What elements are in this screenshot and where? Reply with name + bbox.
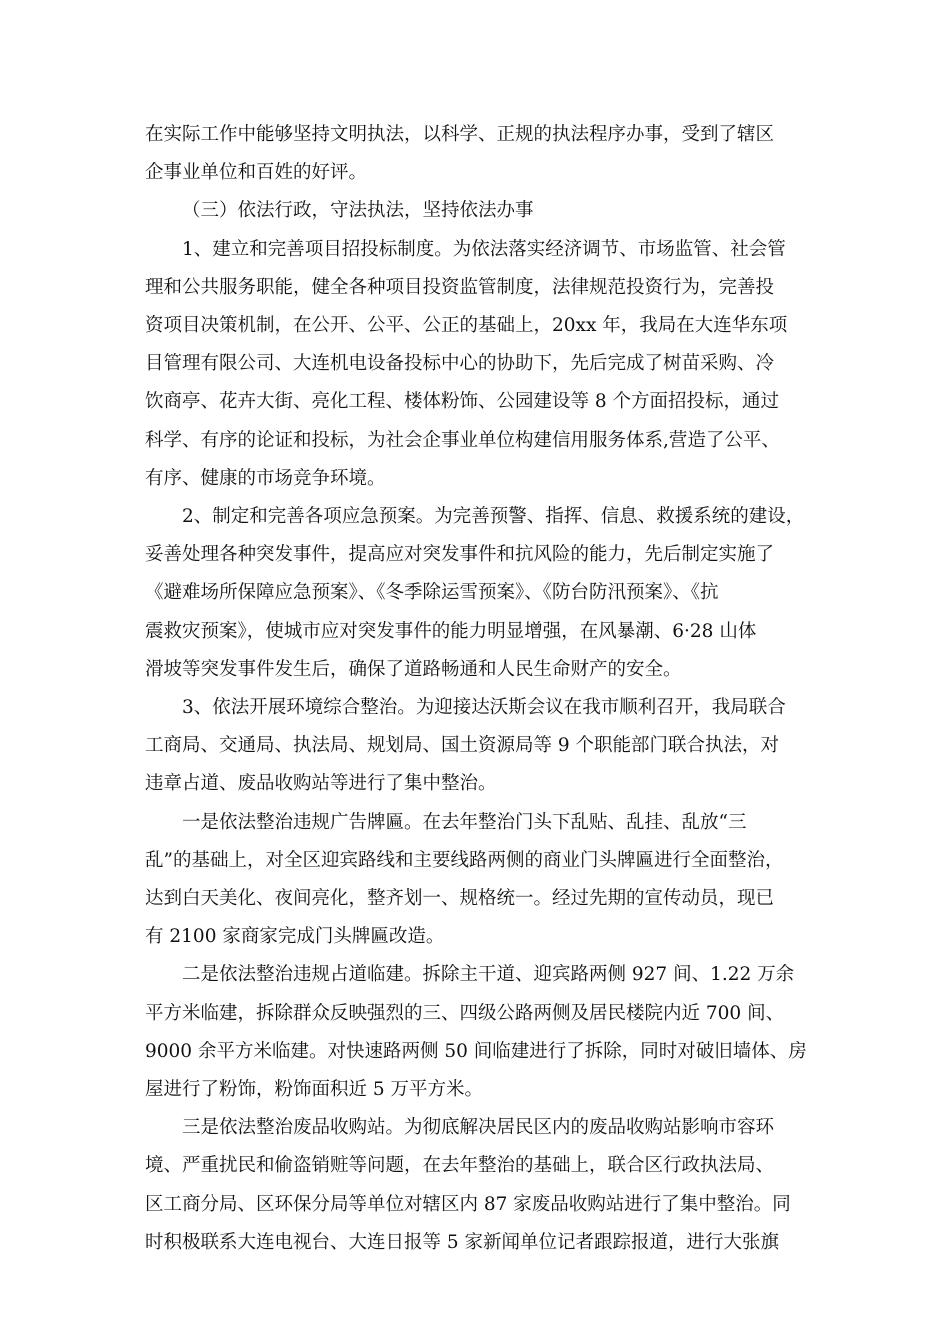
text-line: 乱”的基础上，对全区迎宾路线和主要线路两侧的商业门头牌匾进行全面整治， xyxy=(145,849,784,871)
text-line: 妥善处理各种突发事件，提高应对突发事件和抗风险的能力，先后制定实施了 xyxy=(145,544,775,566)
text-line: 滑坡等突发事件发生后，确保了道路畅通和人民生命财产的安全。 xyxy=(145,658,682,680)
section-heading xyxy=(145,192,810,230)
text-line: 工商局、交通局、执法局、规划局、国土资源局等 9 个职能部门联合执法，对 xyxy=(145,735,780,757)
text-line: 震救灾预案》，使城市应对突发事件的能力明显增强，在风暴潮、6·28 山体 xyxy=(145,620,757,642)
paragraph-7 xyxy=(145,956,810,1109)
text-line: 2、制定和完善各项应急预案。为完善预警、指挥、信息、救援系统的建设， xyxy=(182,506,805,528)
paragraph-8 xyxy=(145,1109,810,1262)
text-line: 违章占道、废品收购站等进行了集中整治。 xyxy=(145,773,497,795)
paragraph-5 xyxy=(145,689,810,804)
text-line: 饮商亭、花卉大街、亮化工程、楼体粉饰、公园建设等 8 个方面招投标，通过 xyxy=(145,391,780,413)
text-line: 目管理有限公司、大连机电设备投标中心的协助下，先后完成了树苗采购、冷 xyxy=(145,353,775,375)
text-line: 一是依法整治违规广告牌匾。在去年整治门头下乱贴、乱挂、乱放“三 xyxy=(182,811,747,833)
text-line: 二是依法整治违规占道临建。拆除主干道、迎宾路两侧 927 间、1.22 万余 xyxy=(182,964,795,986)
text-line: 平方米临建，拆除群众反映强烈的三、四级公路两侧及居民楼院内近 700 间、 xyxy=(145,1002,785,1024)
paragraph-1 xyxy=(145,116,810,192)
text-line: 有 2100 家商家完成门头牌匾改造。 xyxy=(145,926,445,948)
text-line: 屋进行了粉饰，粉饰面积近 5 万平方米。 xyxy=(145,1079,484,1101)
paragraph-3 xyxy=(145,231,810,498)
text-line: 有序、健康的市场竞争环境。 xyxy=(145,467,386,489)
paragraph-6 xyxy=(145,804,810,957)
text-line: 达到白天美化、夜间亮化，整齐划一、规格统一。经过先期的宣传动员，现已 xyxy=(145,888,775,910)
paragraph-4 xyxy=(145,498,810,689)
text-line: 三是依法整治废品收购站。为彻底解决居民区内的废品收购站影响市容环 xyxy=(182,1117,775,1139)
text-line: 企事业单位和百姓的好评。 xyxy=(145,162,368,184)
text-line: 9000 余平方米临建。对快速路两侧 50 间临建进行了拆除，同时对破旧墙体、房 xyxy=(145,1040,807,1062)
text-line: 在实际工作中能够坚持文明执法，以科学、正规的执法程序办事，受到了辖区 xyxy=(145,124,775,145)
text-line: 1、建立和完善项目招投标制度。为依法落实经济调节、市场监管、社会管 xyxy=(182,238,786,260)
text-line: 时积极联系大连电视台、大连日报等 5 家新闻单位记者跟踪报道，进行大张旗 xyxy=(145,1231,780,1253)
text-line: 资项目决策机制，在公开、公平、公正的基础上，20xx 年，我局在大连华东项 xyxy=(145,315,788,337)
text-line: 区工商分局、区环保分局等单位对辖区内 87 家废品收购站进行了集中整治。同 xyxy=(145,1193,791,1215)
text-line: 境、严重扰民和偷盗销赃等问题，在去年整治的基础上，联合区行政执法局、 xyxy=(145,1155,775,1177)
text-line: （三）依法行政，守法执法，坚持依法办事 xyxy=(182,200,534,222)
text-line: 理和公共服务职能，健全各种项目投资监管制度，法律规范投资行为，完善投 xyxy=(145,276,775,298)
document-page xyxy=(145,116,810,1262)
text-line: 科学、有序的论证和投标，为社会企事业单位构建信用服务体系,营造了公平、 xyxy=(145,429,780,451)
text-line: 《避难场所保障应急预案》、《冬季除运雪预案》、《防台防汛预案》、《抗 xyxy=(145,582,719,604)
text-line: 3、依法开展环境综合整治。为迎接达沃斯会议在我市顺利召开，我局联合 xyxy=(182,697,786,719)
